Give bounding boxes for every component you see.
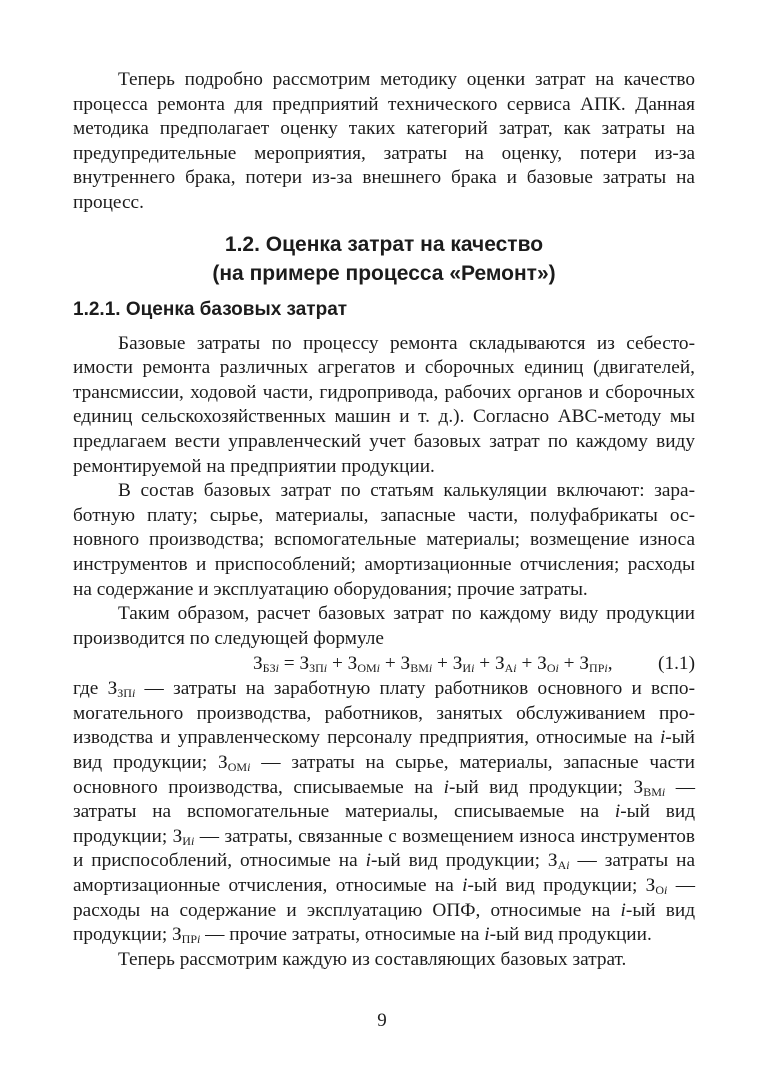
page-number: 9 <box>377 1010 387 1031</box>
paragraph-formula-intro: Таким образом, расчет базовых затрат по каждому виду продукции производится по следующей формуле <box>73 603 695 649</box>
section-heading-line1: 1.2. Оценка затрат на качество <box>224 232 544 256</box>
formula-1-1 <box>73 651 695 677</box>
subsection-heading: 1.2.1. Оценка базовых затрат <box>73 298 348 320</box>
formula-expression: $З_{БЗi} = З_{ЗПi} + З_{ОМi} + З_{ВМi} + З_{Иi} + З_{Аi} + З_{Оi} + З_{ПРi}$, <box>253 653 613 676</box>
document-page <box>73 68 695 972</box>
closing-paragraph: Теперь рассмотрим каждую из составляющих базовых затрат. <box>118 948 627 970</box>
section-heading <box>73 230 695 288</box>
section-heading-line2: (на примере процесса «Ремонт») <box>212 261 556 285</box>
paragraph-definitions: где $З_{ЗПi}$ — затраты на заработную плату работников основного и вспомогательного производства, работников, занятых обслуживанием производства и управленческому персоналу предприятия, относимые на i-ый вид продукции; $З_{ОМi}$ — затраты на сырье, материалы, запасные части основного производства, списываемые на i-ый вид продукции; $З_{ВМi}$ — затраты на вспомогательные материалы, списываемые на i-ый вид продукции; $З_{Иi}$ — затраты, связанные с возмещением износа инструментов и приспособлений, относимые на i-ый вид продукции; $З_{Аi}$ — затраты на амортизационные отчисления, относимые на i-ый вид продукции; $З_{Оi}$ — расходы на содержание и эксплуатацию ОПФ, относимые на i-ый вид продукции; $З_{ПРi}$ — прочие затраты, относимые на i-ый вид продукции. <box>73 678 696 947</box>
paragraph-cost-items: В состав базовых затрат по статьям калькуляции включают: заработную плату; сырье, материалы, запасные части, полуфабрикаты основного производства; вспомогательные материалы; возмещение износа инструментов и приспособлений; амортизационные отчисления; расходы на содержание и эксплуатацию оборудования; прочие затраты. <box>73 480 695 600</box>
paragraph-base-costs: Базовые затраты по процессу ремонта складываются из себестоимости ремонта различных агрегатов и сборочных единиц (двигателей, трансмиссии, ходовой части, гидропривода, рабочих органов и сборочных единиц сельскохозяйственных машин и т. д.). Согласно АВС-методу мы предлагаем вести управленческий учет базовых затрат по каждому виду ремонтируемой на предприятии продукции. <box>73 332 695 477</box>
intro-paragraph: Теперь подробно рассмотрим методику оценки затрат на качество процесса ремонта для предприятий технического сервиса АПК. Данная методика предполагает оценку таких категорий затрат, как затраты на предупредительные мероприятия, затраты на оценку, потери из-за внутреннего брака, потери из-за внешнего брака и базовые затраты на процесс. <box>73 69 695 213</box>
formula-number: (1.1) <box>658 653 695 675</box>
